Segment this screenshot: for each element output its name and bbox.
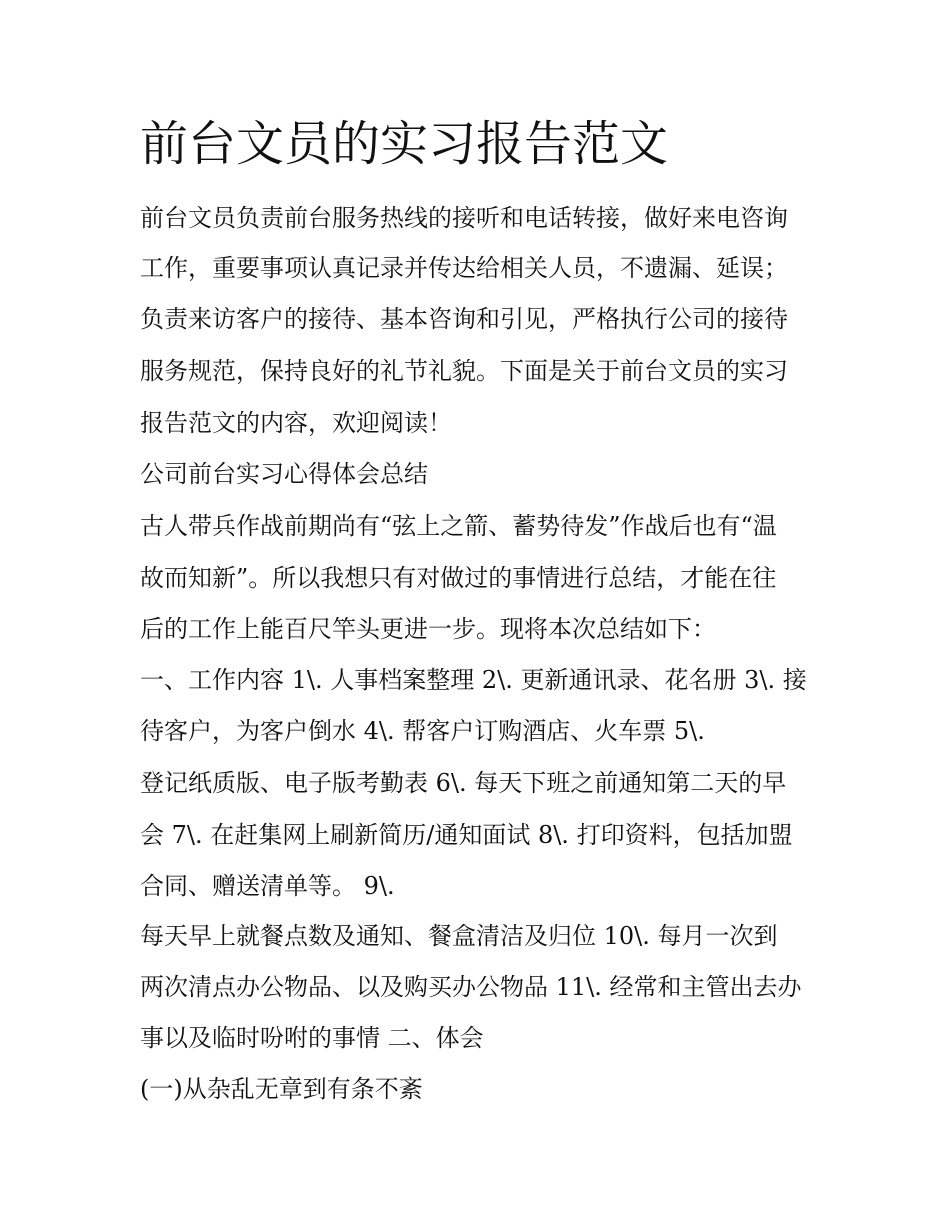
body-line: 后的工作上能百尺竿头更进一步。现将本次总结如下： — [140, 615, 716, 643]
body-line: 合同、赠送清单等。 9\. — [140, 872, 395, 900]
body-line: 两次清点办公物品、以及购买办公物品 11\. 经常和主管出去办 — [140, 973, 802, 1001]
body-line: 故而知新”。所以我想只有对做过的事情进行总结，才能在往 — [140, 564, 777, 592]
body-line: 一、工作内容 1\. 人事档案整理 2\. 更新通讯录、花名册 3\. 接 — [140, 666, 807, 694]
body-line: 服务规范，保持良好的礼节礼貌。下面是关于前台文员的实习 — [140, 357, 788, 385]
body-line: 工作，重要事项认真记录并传达给相关人员，不遗漏、延误； — [140, 254, 788, 282]
body-line: 事以及临时吩咐的事情 二、体会 — [140, 1024, 484, 1052]
body-line: 待客户，为客户倒水 4\. 帮客户订购酒店、火车票 5\. — [140, 717, 705, 745]
body-line: 登记纸质版、电子版考勤表 6\. 每天下班之前通知第二天的早 — [140, 769, 787, 797]
document-title: 前台文员的实习报告范文 — [140, 116, 669, 172]
section-heading: 公司前台实习心得体会总结 — [140, 460, 428, 488]
body-line: 每天早上就餐点数及通知、餐盒清洁及归位 10\. 每月一次到 — [140, 922, 778, 950]
body-line: 会 7\. 在赶集网上刷新简历/通知面试 8\. 打印资料，包括加盟 — [140, 821, 793, 849]
body-line: 前台文员负责前台服务热线的接听和电话转接，做好来电咨询 — [140, 204, 788, 232]
body-line: 报告范文的内容，欢迎阅读！ — [140, 409, 452, 437]
subsection-heading: (一)从杂乱无章到有条不紊 — [140, 1075, 423, 1103]
body-line: 古人带兵作战前期尚有“弦上之箭、蓄势待发”作战后也有“温 — [140, 512, 777, 540]
body-line: 负责来访客户的接待、基本咨询和引见，严格执行公司的接待 — [140, 305, 788, 333]
